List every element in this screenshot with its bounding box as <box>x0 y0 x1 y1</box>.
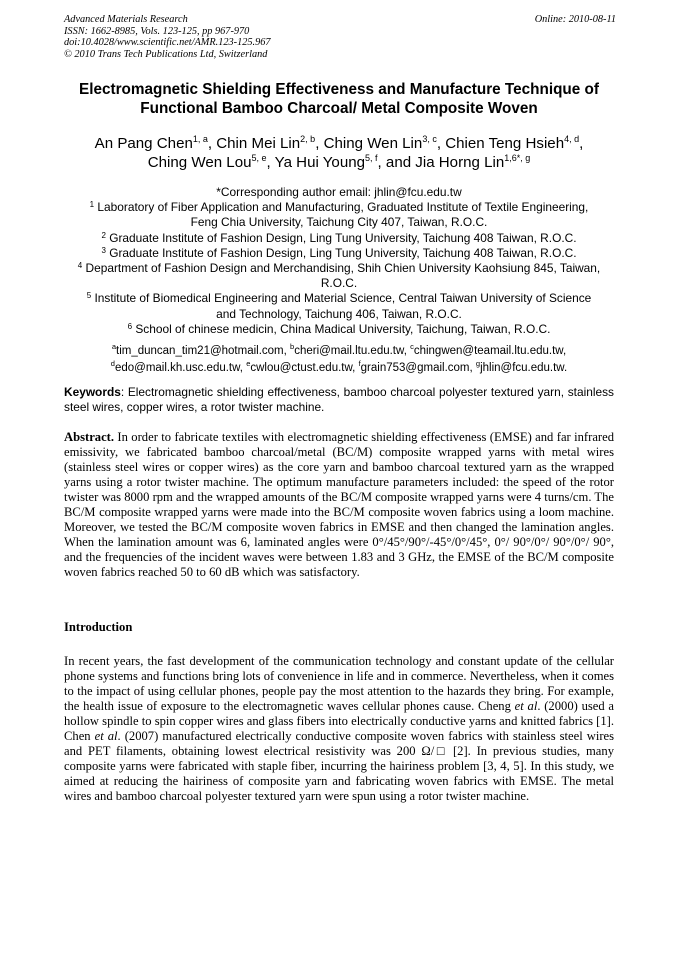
affiliation-text: Feng Chia University, Taichung City 407, Taiwan, R.O.C. <box>190 215 488 230</box>
author-name: An Pang Chen <box>94 135 193 152</box>
email-marker: a <box>111 342 116 351</box>
author-name: Chin Mei Lin <box>216 135 301 152</box>
email-address: chingwen@teamail.ltu.edu.tw <box>413 345 563 357</box>
affiliation-number: 1 <box>89 200 95 210</box>
keywords <box>64 385 614 414</box>
affiliation-line <box>40 291 638 306</box>
author-separator: , <box>207 135 217 152</box>
email-separator: , <box>283 345 291 357</box>
email-address: tim_duncan_tim21@hotmail.com <box>116 345 284 357</box>
email-address: edo@mail.kh.usc.edu.tw <box>114 361 240 374</box>
affiliation-number: 2 <box>101 230 106 240</box>
affiliation-line <box>40 276 638 291</box>
affiliation-number: 5 <box>86 291 92 301</box>
author-separator: , <box>315 135 324 152</box>
email-separator: , <box>562 345 567 357</box>
affiliation-number: 3 <box>101 245 106 255</box>
affiliation-list <box>40 200 638 337</box>
abstract-text: In order to fabricate textiles with electromagnetic shielding effectiveness (EMSE) and far infrared emissivity, we fabricated bamboo charcoal/metal (BC/M) composite wrapped yarns with metal wires (stainless steel wires or copper wires) as the core yarn and bamboo charcoal textured yarn as the wrapped yarns using a rotor twister machine. The optimum manufacture parameters included: the speed of the rotor twister was 8000 rpm and the wrapped amounts of the BC/M composite wrapped yarns were 4 turns/cm. The BC/M composite wrapped yarns were made into the BC/M composite woven fabrics using a loom machine. Moreover, we tested the BC/M composite woven fabrics in EMSE and then changed the lamination angles. When the lamination amount was 6, laminated angles were 0°/45°/90°/-45°/0°/45°, 0°/ 90°/0°/ 90°/0°/ 90°, and the frequencies of the incident waves were between 1.83 and 3 GHz, the EMSE of the BC/M composite woven fabrics reached 50 to 60 dB which was satisfactory. <box>64 430 614 579</box>
email-address: cheri@mail.ltu.edu.tw <box>294 345 404 357</box>
email-separator: . <box>563 361 568 374</box>
email-marker: f <box>358 358 361 368</box>
abstract-label: Abstract. <box>64 430 115 444</box>
doi-line: doi:10.4028/www.scientific.net/AMR.123-125.967 <box>64 37 271 49</box>
affiliation-text: School of chinese medicin, China Madical University, Taichung, Taiwan, R.O.C. <box>132 321 551 336</box>
affiliation-text: Institute of Biomedical Engineering and Material Science, Central Taiwan University of Science <box>91 291 592 306</box>
email-line <box>40 360 638 377</box>
affiliation-line <box>40 307 638 322</box>
keywords-label: Keywords <box>64 385 121 399</box>
email-marker: b <box>290 342 295 351</box>
keywords-text: : Electromagnetic shielding effectiveness, bamboo charcoal polyester textured yarn, stainless steel wires, copper wires, a rotor twister machine. <box>64 385 614 414</box>
affiliation-text: Graduate Institute of Fashion Design, Ling Tung University, Taichung 408 Taiwan, R.O.C. <box>105 230 577 245</box>
email-address: jhlin@fcu.edu.tw <box>480 361 564 374</box>
email-marker: e <box>246 358 251 368</box>
author-name: Jia Horng Lin <box>415 154 505 171</box>
affiliation-number: 6 <box>127 321 133 331</box>
author-list <box>40 134 638 172</box>
corresponding-author: *Corresponding author email: jhlin@fcu.edu.tw <box>216 185 462 199</box>
author-name: Ching Wen Lou <box>147 154 252 171</box>
affiliation-line <box>40 246 638 261</box>
author-affiliation-marker: 4, d <box>564 134 580 144</box>
email-separator: , <box>239 361 247 374</box>
intro-etal: et al <box>94 729 118 743</box>
email-marker: g <box>475 358 481 368</box>
abstract <box>64 430 614 580</box>
author-separator: , and <box>377 154 416 171</box>
title-line-2: Functional Bamboo Charcoal/ Metal Composite Woven <box>140 100 538 117</box>
paper-title <box>40 80 638 118</box>
author-name: Chien Teng Hsieh <box>445 135 565 152</box>
email-address: grain753@gmail.com <box>360 361 470 374</box>
author-line <box>40 134 638 153</box>
affiliation-text: R.O.C. <box>320 276 358 291</box>
email-line <box>40 343 638 360</box>
online-date: Online: 2010-08-11 <box>534 14 616 25</box>
journal-header <box>64 14 616 60</box>
author-separator: , <box>266 154 275 171</box>
author-separator: , <box>436 135 446 152</box>
issn-line: ISSN: 1662-8985, Vols. 123-125, pp 967-970 <box>64 25 250 37</box>
affiliation-text: Laboratory of Fiber Application and Manufacturing, Graduated Institute of Textile Engineering, <box>94 200 589 215</box>
affiliation-text: and Technology, Taichung 406, Taiwan, R.O.C. <box>216 306 462 321</box>
copyright-line: © 2010 Trans Tech Publications Ltd, Switzerland <box>64 48 268 60</box>
author-name: Ching Wen Lin <box>323 135 423 152</box>
email-separator: , <box>352 361 359 374</box>
title-line-1: Electromagnetic Shielding Effectiveness and Manufacture Technique of <box>79 81 599 98</box>
email-separator: , <box>403 345 411 357</box>
journal-name: Advanced Materials Research <box>64 14 188 25</box>
intro-part: . (2000) used a hollow spindle to spin copper wires and glass fibers into electrically conductive yarns and knitted fabrics [1]. Chen <box>64 699 615 743</box>
affiliation-line <box>40 215 638 230</box>
intro-part: . (2007) manufactured electrically conductive composite woven fabrics with stainless steel wires and PET filaments, obtaining lowest electrical resistivity was 200 Ω/□ [2]. In previous studies, many composite yarns were fabricated with staple fiber, incurring the hairiness problem [3, 4, 5]. In this study, we aimed at reducing the hairiness of composite yarn and fabricating woven fabrics with EMSE. The metal wires and bamboo charcoal polyester textured yarn were spun using a rotor twister machine. <box>64 729 615 803</box>
affiliation-text: Graduate Institute of Fashion Design, Ling Tung University, Taichung 408 Taiwan, R.O.C. <box>105 245 577 260</box>
email-separator: , <box>469 361 476 374</box>
affiliation-number: 4 <box>77 261 83 271</box>
author-name: Ya Hui Young <box>274 154 366 171</box>
intro-part: In recent years, the fast development of the communication technology and constant update of the cellular phone systems and functions bring lots of convenience in life and in commerce. Nevertheless, when it comes to the impact of using cellular phones, people pay the most attention to the hazards they bring. For example, the health issue of exposure to the electromagnetic waves cellular phones cause. Cheng <box>64 654 614 713</box>
email-address: cwlou@ctust.edu.tw <box>250 361 353 374</box>
affiliation-text: Department of Fashion Design and Merchandising, Shih Chien University Kaohsiung 845, Taiwan, <box>82 261 601 276</box>
author-affiliation-marker: 1, a <box>192 134 208 144</box>
author-affiliation-marker: 5, e <box>251 153 267 163</box>
affiliation-line <box>40 261 638 276</box>
author-separator: , <box>579 135 584 152</box>
section-heading-introduction: Introduction <box>64 620 133 634</box>
email-marker: c <box>410 342 414 351</box>
author-affiliation-marker: 2, b <box>300 134 316 144</box>
intro-etal: et al <box>514 699 538 713</box>
introduction-text <box>64 654 614 804</box>
affiliation-line <box>40 200 638 215</box>
author-affiliation-marker: 5, f <box>365 153 378 163</box>
email-list <box>40 343 638 376</box>
author-line <box>40 153 638 172</box>
affiliation-line <box>40 231 638 246</box>
affiliation-line <box>40 322 638 337</box>
author-affiliation-marker: 3, c <box>422 134 437 144</box>
affiliations <box>40 185 638 337</box>
author-affiliation-marker: 1,6*, g <box>504 153 531 163</box>
email-marker: d <box>110 358 115 368</box>
